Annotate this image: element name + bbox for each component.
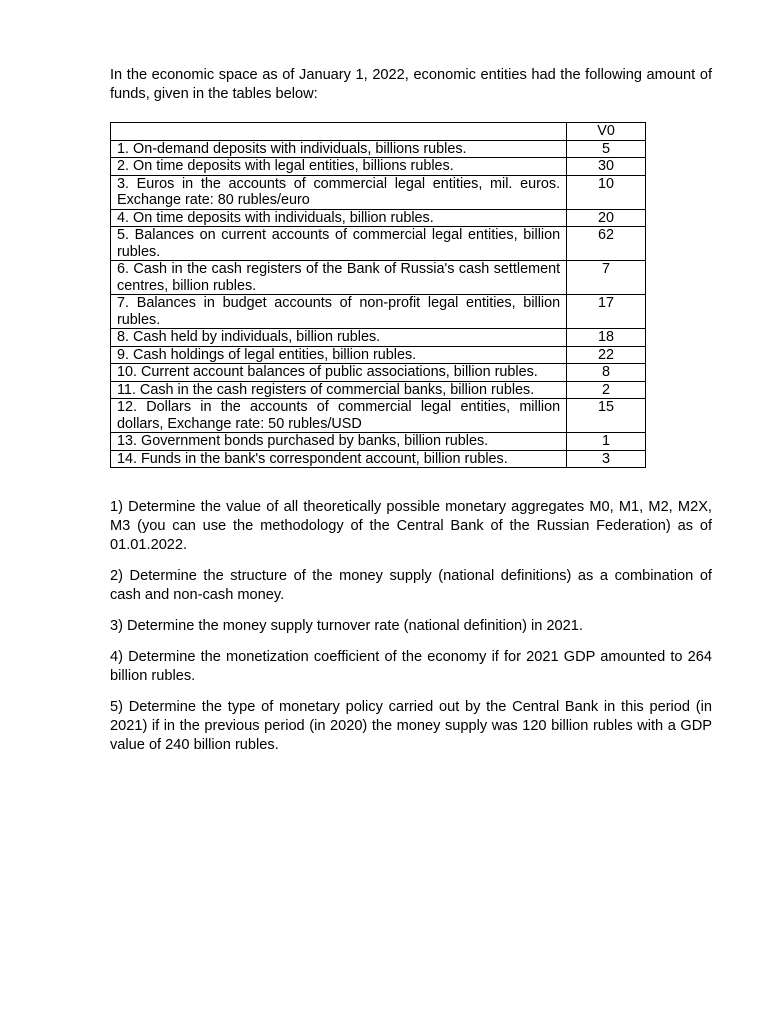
question-2: 2) Determine the structure of the money supply (national definitions) as a combination of cash and non-cash money. xyxy=(110,568,712,603)
table-row xyxy=(111,295,646,329)
row-value: 5 xyxy=(567,140,646,158)
row-value: 1 xyxy=(567,433,646,451)
row-description: 12. Dollars in the accounts of commercial legal entities, million dollars, Exchange rate: 50 rubles/USD xyxy=(111,399,567,433)
row-value: 10 xyxy=(567,175,646,209)
row-description: 11. Cash in the cash registers of commercial banks, billion rubles. xyxy=(111,381,567,399)
row-description: 2. On time deposits with legal entities, billions rubles. xyxy=(111,158,567,176)
row-description: 7. Balances in budget accounts of non-profit legal entities, billion rubles. xyxy=(111,295,567,329)
intro-paragraph: In the economic space as of January 1, 2022, economic entities had the following amount of funds, given in the tables below: xyxy=(110,67,712,102)
table-row xyxy=(111,346,646,364)
table-row xyxy=(111,450,646,468)
table-row xyxy=(111,227,646,261)
row-description: 14. Funds in the bank's correspondent account, billion rubles. xyxy=(111,450,567,468)
row-description: 1. On-demand deposits with individuals, billions rubles. xyxy=(111,140,567,158)
row-value: 7 xyxy=(567,261,646,295)
table-row xyxy=(111,175,646,209)
table-row xyxy=(111,140,646,158)
row-value: 15 xyxy=(567,399,646,433)
question-1: 1) Determine the value of all theoretically possible monetary aggregates M0, M1, M2, M2X, M3 (you can use the methodology of the Central Bank of the Russian Federation) as of 01.01.2022. xyxy=(110,499,712,553)
row-description: 6. Cash in the cash registers of the Bank of Russia's cash settlement centres, billion rubles. xyxy=(111,261,567,295)
table-row xyxy=(111,158,646,176)
row-value: 17 xyxy=(567,295,646,329)
funds-table xyxy=(110,122,646,468)
row-description: 4. On time deposits with individuals, billion rubles. xyxy=(111,209,567,227)
row-value: 30 xyxy=(567,158,646,176)
table-row xyxy=(111,433,646,451)
row-description: 8. Cash held by individuals, billion rubles. xyxy=(111,329,567,347)
table-row xyxy=(111,381,646,399)
table-row xyxy=(111,329,646,347)
question-4: 4) Determine the monetization coefficient of the economy if for 2021 GDP amounted to 264 billion rubles. xyxy=(110,649,712,684)
row-value: 3 xyxy=(567,450,646,468)
question-5: 5) Determine the type of monetary policy carried out by the Central Bank in this period (in 2021) if in the previous period (in 2020) the money supply was 120 billion rubles with a GDP value of 240 billion rubles. xyxy=(110,699,712,753)
table-row xyxy=(111,209,646,227)
row-value: 8 xyxy=(567,364,646,382)
row-value: 18 xyxy=(567,329,646,347)
row-value: 20 xyxy=(567,209,646,227)
row-value: 22 xyxy=(567,346,646,364)
row-description: 5. Balances on current accounts of commercial legal entities, billion rubles. xyxy=(111,227,567,261)
table-row xyxy=(111,364,646,382)
questions-list xyxy=(110,498,712,755)
header-description-cell xyxy=(111,123,567,141)
table-header-row xyxy=(111,123,646,141)
table-row xyxy=(111,261,646,295)
row-description: 9. Cash holdings of legal entities, billion rubles. xyxy=(111,346,567,364)
row-description: 3. Euros in the accounts of commercial legal entities, mil. euros. Exchange rate: 80 rubles/euro xyxy=(111,175,567,209)
question-3: 3) Determine the money supply turnover rate (national definition) in 2021. xyxy=(110,618,583,634)
row-description: 13. Government bonds purchased by banks, billion rubles. xyxy=(111,433,567,451)
row-value: 62 xyxy=(567,227,646,261)
row-value: 2 xyxy=(567,381,646,399)
header-value-cell: V0 xyxy=(567,123,646,141)
document-page xyxy=(110,66,712,767)
table-row xyxy=(111,399,646,433)
row-description: 10. Current account balances of public associations, billion rubles. xyxy=(111,364,567,382)
